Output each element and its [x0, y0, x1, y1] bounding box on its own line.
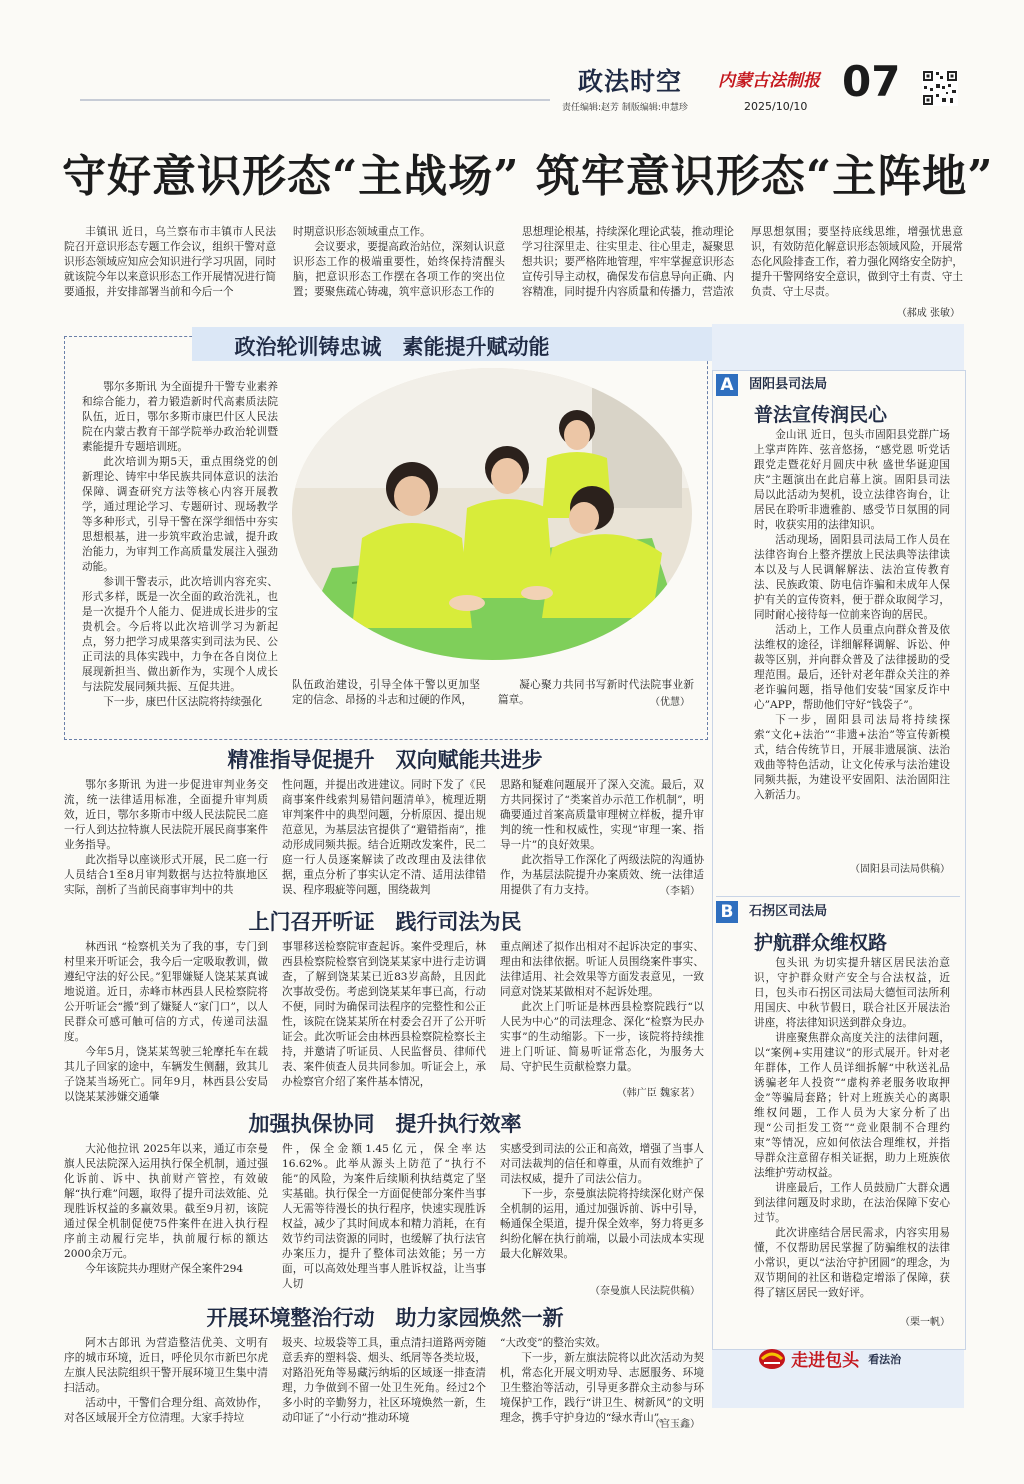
sideB-author: （栗一帆）	[900, 1317, 950, 1328]
article3-col2: 性问题，并提出改进建议。同时下发了《民商事案件线索判易错问题清单》，梳理近期审判案件中的典型问题，分析原因、提出规范意见，为基层法官提供了“避错指南”，推动形成同频共振。结合近期改发案件，民二庭一行人员逐案解读了改改理由及法律依据，重点分析了事实认定不清、适用法律错误、程序瑕疵等问题，围绕裁判	[282, 779, 486, 896]
masthead	[0, 0, 1024, 112]
sideA-unit: 固阳县司法局	[749, 377, 828, 392]
article1-col1: 丰镇讯 近日，乌兰察布市丰镇市人民法院召开意识形态专题工作会议，组织干警对意识形态领域应知应会知识进行学习巩固，同时就该院今年以来意识形态工作开展情况进行简要通报，并安排部署当前和今后一个	[64, 226, 276, 298]
sideB-body: 包头讯 为切实提升辖区居民法治意识，守护群众财产安全与合法权益，近日，包头市石拐区司法局大德恒司法所利用国庆、中秋节假日，联合社区开展法治讲座，将法律知识送到群众身边。 讲座聚焦群众高度关注的法律问题，以“案例+实用建议”的形式展开。针对老年群体，工作人员详细拆解“中秋送礼品诱骗老年人投资”“虚构养老服务收取押金”等骗局套路；针对上班族关心的离职维权问题，工作人员为大家分析了出现“公司拒发工资”“竞业限制不合理约束”等情况，应如何依法合理维权，并指导群众注意留存相关证据，助力上班族依法维护劳动权益。 讲座最后，工作人员鼓励广大群众遇到法律问题及时求助，在法治保障下安心过节。 此次讲座结合居民需求，内容实用易懂，不仅帮助居民掌握了防骗维权的法律小常识，更以“法治守护团圆”的理念，为双节期间的社区和谐稳定增添了保障，获得了辖区居民一致好评。	[754, 957, 950, 1299]
article5-title: 加强执保协同 提升执行效率	[248, 1112, 522, 1136]
article1-col2: 时期意识形态领域重点工作。 会议要求，要提高政治站位，深刻认识意识形态工作的极端重要性，始终保持清醒头脑，把意识形态工作摆在各项工作的突出位置；要聚焦疏心铸魂，筑牢意识形态工作的	[293, 226, 505, 298]
article2-col3: 凝心聚力共同书写新时代法院事业新篇章。	[498, 679, 694, 706]
article4-title: 上门召开听证 践行司法为民	[248, 910, 522, 934]
sideA-author: （固阳县司法局供稿）	[850, 864, 950, 875]
page-number: 07	[842, 57, 901, 106]
article5-col1: 大沁他拉讯 2025年以来，通辽市奈曼旗人民法院深入运用执行保全机制，通过强化诉前、诉中、执前财产管控，有效破解“执行难”问题，取得了提升司法效能、兑现胜诉权益的多赢效果。截至9月初，该院通过保全机制促使75件案件在进入执行程序前主动履行完毕，执前履行标的额达2000余万元。 今年该院共办理财产保全案件294	[64, 1143, 268, 1275]
article2-title: 政治轮训铸忠诚 素能提升赋动能	[234, 335, 550, 359]
article3-col1: 鄂尔多斯讯 为进一步促进审判业务交流，统一法律适用标准，全面提升审判质效，近日，鄂尔多斯市中级人民法院民二庭一行人到达拉特旗人民法院开展民商事案件业务指导。 此次指导以座谈形式开展，民二庭一行人员结合1至8月审判数据与达拉特旗地区实际，剖析了当前民商事审判中的共	[64, 779, 268, 896]
qr-code-icon	[922, 70, 958, 106]
sideA-header	[716, 374, 960, 396]
article1-col4: 厚思想氛围；要坚持底线思维，增强忧患意识，有效防范化解意识形态领域风险，开展常态化风险排查工作，着力强化网络安全防护，提升干警网络安全意识，做到守土有责、守土负责、守土尽责。	[751, 226, 963, 298]
baotou-logo-icon	[758, 1347, 786, 1371]
section-letter-b: B	[716, 901, 738, 923]
article4-col2: 事罪移送检察院审查起诉。案件受理后，林西县检察院检察官到饶某某家中进行走访调查，了解到饶某某已近83岁高龄，且因此次事故受伤。考虑到饶某某年事已高，行动不便，同时为确保司法程序的完整性和公正性，该院在饶某某所在村委会召开了公开听证会。此次听证会由林西县检察院检察长主持，并邀请了听证员、人民监督员、律师代表、案件侦查人员共同参加。听证会上，承办检察官介绍了案件基本情况，	[282, 941, 486, 1088]
article5-col2: 件，保全金额1.45亿元，保全率达16.62%。此举从源头上防范了“执行不能”的风险，为案件后续顺利执结奠定了坚实基础。执行保全一方面促使部分案件当事人无需等待漫长的执行程序，快速实现胜诉权益，减少了其时间成本和精力消耗，在有效节约司法资源的同时，也缓解了执行法官办案压力，提升了整体司法效能；另一方面，可以高效处理当事人胜诉权益，让当事人切	[282, 1143, 486, 1290]
editors-credit: 责任编辑:赵芳 制版编辑:申慧珍	[562, 103, 688, 113]
article3-title: 精准指导促提升 双向赋能共进步	[227, 748, 543, 772]
zoujin-baotou-logo	[758, 1346, 958, 1374]
article3-author: （李韬）	[660, 886, 700, 897]
divider-line	[80, 99, 550, 101]
article6-title: 开展环境整治行动 助力家园焕然一新	[206, 1306, 564, 1330]
paper-logo: 内蒙古法制报	[718, 71, 820, 91]
issue-date: 2025/10/10	[744, 100, 808, 113]
logo-main-text: 走进包头	[791, 1351, 860, 1371]
section-letter-a: A	[716, 374, 738, 396]
article2-col1: 鄂尔多斯讯 为全面提升干警专业素养和综合能力，着力锻造新时代高素质法院队伍，近日，鄂尔多斯市康巴什区人民法院在内蒙古教育干部学院举办政治轮训暨素能提升专题培训班。 此次培训为期5天，重点围绕党的创新理论、铸牢中华民族共同体意识的法治保障、调查研究方法等核心内容开展教学，通过理论学习、专题研讨、现场教学等多种形式，引导干警在深学细悟中夯实思想根基，进一步筑牢政治忠诚，提升政治能力，为审判工作高质量发展注入强劲动能。 参训干警表示，此次培训内容充实、形式多样，既是一次全面的政治洗礼，也是一次提升个人能力、促进成长进步的宝贵机会。今后将以此次培训学习为新起点，努力把学习成果落实到司法为民、公正司法的具体实践中，力争在各自岗位上展现新担当、做出新作为，实现个人成长与法院发展同频共振、互促共进。 下一步，康巴什区法院将持续强化	[82, 381, 278, 708]
article2-author: （优慧）	[650, 697, 690, 708]
article5-col3: 实感受到司法的公正和高效，增强了当事人对司法裁判的信任和尊重，从而有效维护了司法权威，提升了司法公信力。 下一步，奈曼旗法院将持续深化财产保全机制的运用，通过加强诉前、诉中引导，畅通保全渠道，提升保全效率，努力将更多纠纷化解在执行前端，以最小司法成本实现最大化解效果。	[500, 1143, 704, 1260]
article3-col3: 思路和疑难问题展开了深入交流。最后，双方共同探讨了“类案首办示范工作机制”，明确要通过首案高质量审理树立样板，提升审判的统一性和权威性，实现“审理一案、指导一片”的良好效果。 此次指导工作深化了两级法院的沟通协作，为基层法院提升办案质效、统一法律适用提供了有力支持。	[500, 779, 704, 896]
article4-author: （韩广臣 魏家茗）	[616, 1088, 700, 1099]
article2-col2: 队伍政治建设，引导全体干警以更加坚定的信念、昂扬的斗志和过硬的作风，	[292, 679, 480, 706]
main-headline: 守好意识形态“主战场” 筑牢意识形态“主阵地”	[62, 151, 994, 202]
article1-col3: 思想理论根基，持续深化理论武装，推动理论学习往深里走、往实里走、往心里走，凝聚思想共识；要严格阵地管理，牢牢掌握意识形态宣传引导主动权，确保发布信息导向正确、内容精准，同时提升内容质量和传播力，营造浓	[522, 226, 734, 298]
article4-col3: 重点阐述了拟作出相对不起诉决定的事实、理由和法律依据。听证人员围绕案件事实、法律适用、社会效果等方面发表意见，一致同意对饶某某做相对不起诉处理。 此次上门听证是林西县检察院践行“以人民为中心”的司法理念、深化“检察为民办实事”的生动缩影。下一步，该院将持续推进上门听证、简易听证常态化，为服务大局、守护民生贡献检察力量。	[500, 941, 704, 1073]
sideA-body: 金山讯 近日，包头市固阳县党群广场上掌声阵阵、弦音悠扬，“感党恩 听党话 跟党走暨花好月圆庆中秋 盛世华诞迎国庆”主题演出在此启幕上演。固阳县司法局以此活动为契机，设立法律咨询台，让居民在聆听非遗雅韵、感受节日氛围的同时，收获实用的法律知识。 活动现场，固阳县司法局工作人员在法律咨询台上整齐摆放上民法典等法律读本以及与人民调解解法、法治宣传教育法、民族政策、防电信诈骗和未成年人保护有关的宣传资料，便于群众取阅学习，同时耐心接待每一位前来咨询的居民。 活动上，工作人员重点向群众普及依法维权的途径，详细解释调解、诉讼、仲裁等区别，并向群众普及了法律援助的受理范围。最后，还针对老年群众关注的养老诈骗问题，指导他们安装“国家反诈中心”APP，帮助他们守好“钱袋子”。 下一步，固阳县司法局将持续探索“文化+法治”“非遗+法治”等宣传新模式，结合传统节日，开展非遗展演、法治戏曲等特色活动，让文化传承与法治建设同频共振，为建设平安固阳、法治固阳注入新活力。	[754, 429, 950, 801]
sideA-title: 普法宣传润民心	[754, 404, 888, 426]
article6-col2: 圾夹、垃圾袋等工具，重点清扫道路两旁随意丢弃的塑料袋、烟头、纸屑等各类垃圾，对路沿死角等易藏污纳垢的区域逐一排查清理，力争做到不留一处卫生死角。经过2个多小时的辛勤努力，社区环境焕然一新，生动印证了“小行动”推动环境	[282, 1337, 486, 1424]
section-name: 政法时空	[578, 67, 683, 96]
logo-sub-text: 看法治	[868, 1352, 902, 1366]
article5-author: （奈曼旗人民法院供稿）	[590, 1286, 700, 1297]
article4-col1: 林西讯 “检察机关为了我的事，专门到村里来开听证会，我今后一定吸取教训，做遵纪守法的好公民。”犯罪嫌疑人饶某某真诚地说道。近日，赤峰市林西县人民检察院将公开听证会“搬”到了嫌疑人“家门口”，以人民群众可感可触可信的方式，传递司法温度。 今年5月，饶某某驾驶三轮摩托车在载其儿子回家的途中，车辆发生侧翻，致其儿子饶某当场死亡。同年9月，林西县公安局以饶某某涉嫌交通肇	[64, 941, 268, 1103]
training-photo	[292, 368, 692, 660]
article6-col3: “大改变”的整治实效。 下一步，新左旗法院将以此次活动为契机，常态化开展文明劝导、志愿服务、环境卫生整治等活动，引导更多群众主动参与环境保护工作，践行“讲卫生、树新风”的文明理念，携手守护身边的“绿水青山”。	[500, 1337, 704, 1424]
article6-col1: 阿木古郎讯 为营造整洁优美、文明有序的城市环境，近日，呼伦贝尔市新巴尔虎左旗人民法院组织干警开展环境卫生集中清扫活动。 活动中，干警们合理分组、高效协作，对各区域展开全方位清理。大家手持垃	[64, 1337, 268, 1424]
sideB-unit: 石拐区司法局	[749, 904, 828, 919]
sideB-title: 护航群众维权路	[754, 932, 888, 954]
article1-author: （郝成 张敏）	[896, 308, 960, 319]
sideB-header	[716, 896, 960, 923]
article6-author: （宫玉鑫）	[650, 1419, 700, 1430]
